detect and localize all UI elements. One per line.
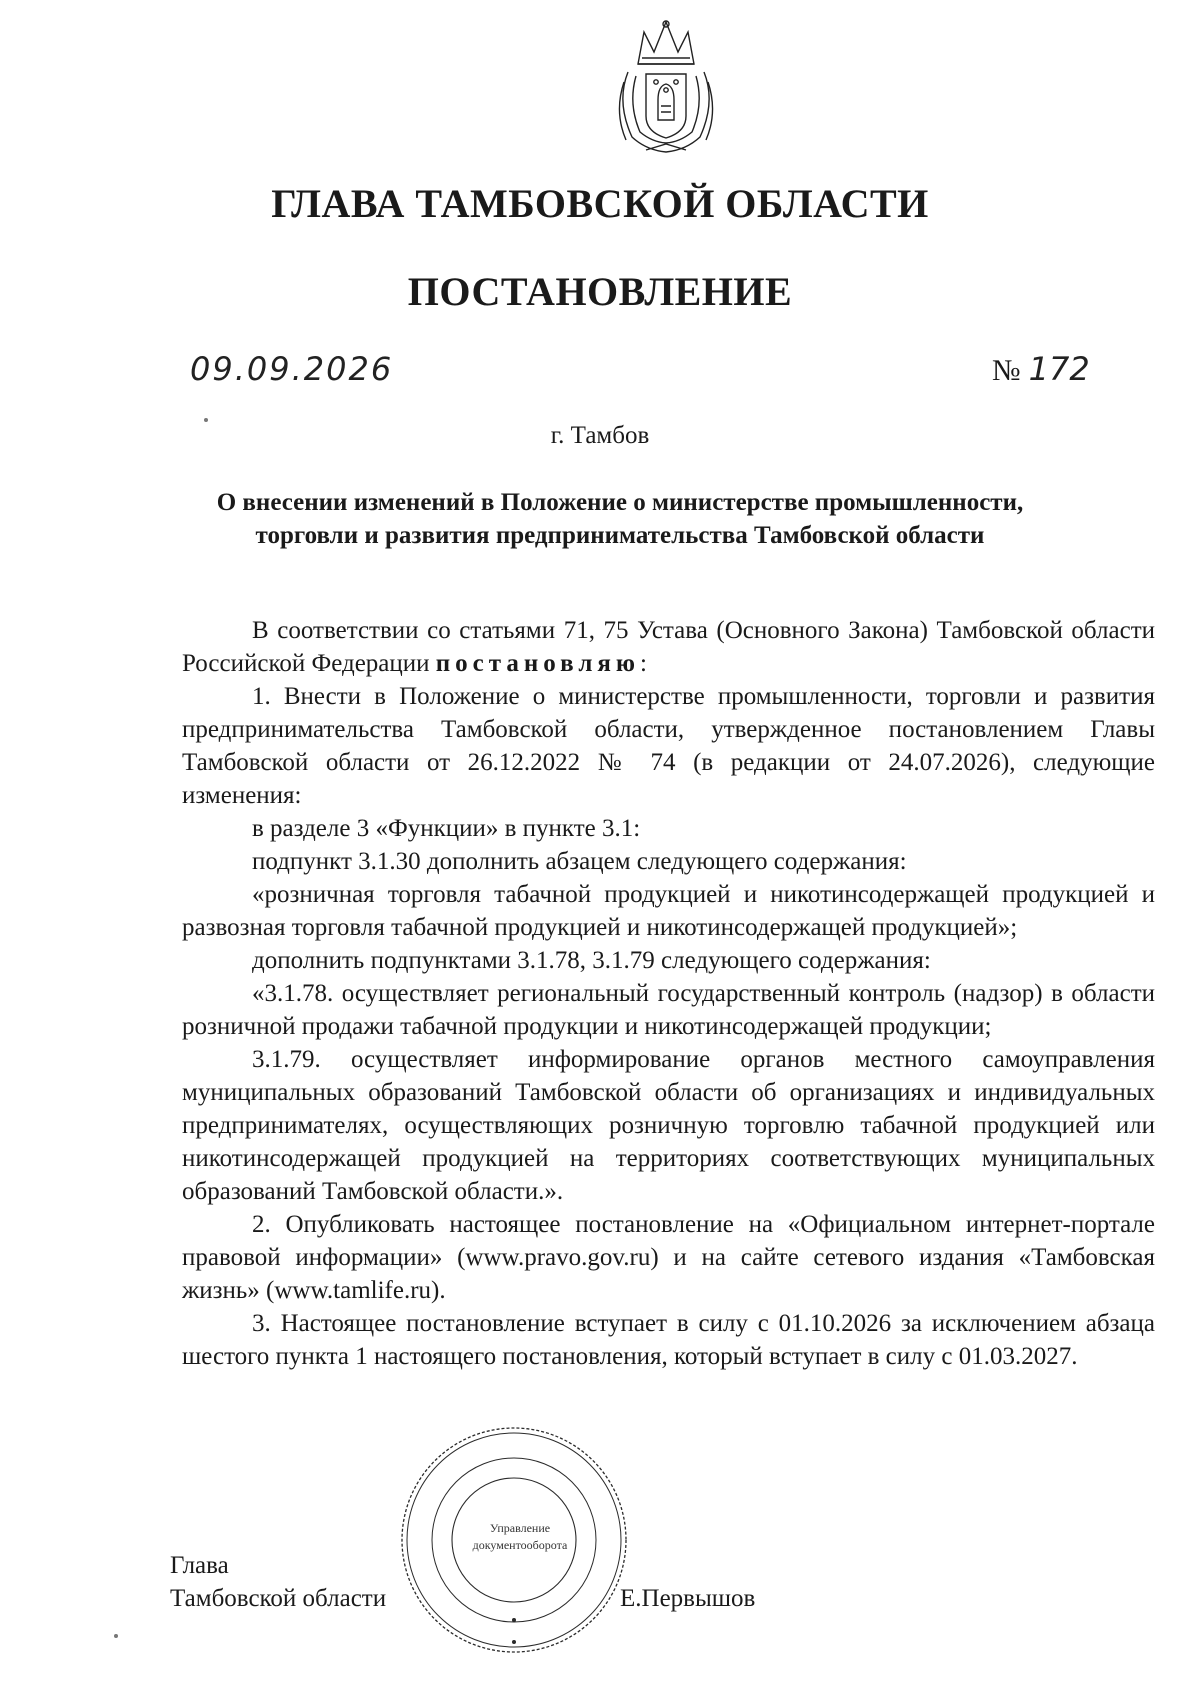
paragraph-item-1: 1. Внести в Положение о министерстве промышленности, торговли и развития предпринимательства Тамбовской области, утвержденное постановлением Главы Тамбовской области от 26.12.2022 № 74 (в редакции от 24.07.2026), следующие изменения: <box>182 683 1155 809</box>
signature-position <box>170 1549 386 1615</box>
issuer-title: ГЛАВА ТАМБОВСКОЙ ОБЛАСТИ <box>271 181 929 226</box>
signature-position-line-2: Тамбовской области <box>170 1585 387 1612</box>
paragraph-add-subitems: дополнить подпунктами 3.1.78, 3.1.79 следующего содержания: <box>252 947 931 974</box>
number-value: 172 <box>1028 350 1090 388</box>
paragraph-section-3: в разделе 3 «Функции» в пункте 3.1: <box>252 815 641 842</box>
city: г. Тамбов <box>550 422 650 449</box>
heading-line-2: торговли и развития предпринимательства Тамбовской области <box>255 522 985 549</box>
preamble-text: В соответствии со статьями 71, 75 Устава (Основного Закона) Тамбовской области Российской Федерации <box>182 617 1155 677</box>
preamble-colon: : <box>639 650 647 677</box>
paragraph-preamble <box>182 614 1155 680</box>
signer-name: Е.Первышов <box>620 1585 756 1612</box>
number-sign: № <box>992 354 1021 387</box>
coat-of-arms-emblem <box>606 12 726 158</box>
stamp-center-line-1: Управление <box>489 1521 551 1535</box>
paragraph-subitem-3-1-30: подпункт 3.1.30 дополнить абзацем следующего содержания: <box>252 848 907 875</box>
document-number <box>992 350 1090 388</box>
stamp-center <box>458 1520 582 1554</box>
document-date: 09.09.2026 <box>190 350 394 388</box>
scan-speck <box>204 418 208 422</box>
document-body <box>182 614 1155 1373</box>
paragraph-subitem-3-1-78: «3.1.78. осуществляет региональный государственный контроль (надзор) в области розничной продажи табачной продукции и никотинсодержащей продукции; <box>182 980 1155 1040</box>
paragraph-item-3: 3. Настоящее постановление вступает в силу с 01.10.2026 за исключением абзаца шестого пункта 1 настоящего постановления, который вступает в силу с 01.03.2027. <box>182 1310 1155 1370</box>
paragraph-item-2: 2. Опубликовать настоящее постановление на «Официальном интернет-портале правовой информации» (www.pravo.gov.ru) и на сайте сетевого издания «Тамбовская жизнь» (www.tamlife.ru). <box>182 1211 1155 1304</box>
scan-speck <box>114 1634 118 1638</box>
signature-position-line-1: Глава <box>170 1552 229 1579</box>
document-type: ПОСТАНОВЛЕНИЕ <box>407 269 793 314</box>
document-heading <box>160 486 1080 552</box>
heading-line-1: О внесении изменений в Положение о министерстве промышленности, <box>216 489 1024 516</box>
paragraph-subitem-3-1-79: 3.1.79. осуществляет информирование органов местного самоуправления муниципальных образований Тамбовской области об организациях и индивидуальных предпринимателях, осуществляющих розничную торговлю табачной продукцией или никотинсодержащей продукцией на территориях соответствующих муниципальных образований Тамбовской области.». <box>182 1046 1155 1205</box>
stamp-center-line-2: документооборота <box>472 1538 568 1552</box>
resolve-word: постановляю <box>435 650 640 677</box>
paragraph-quote-1: «розничная торговля табачной продукцией и никотинсодержащей продукцией и развозная торговля табачной продукцией и никотинсодержащей продукцией»; <box>182 881 1155 941</box>
